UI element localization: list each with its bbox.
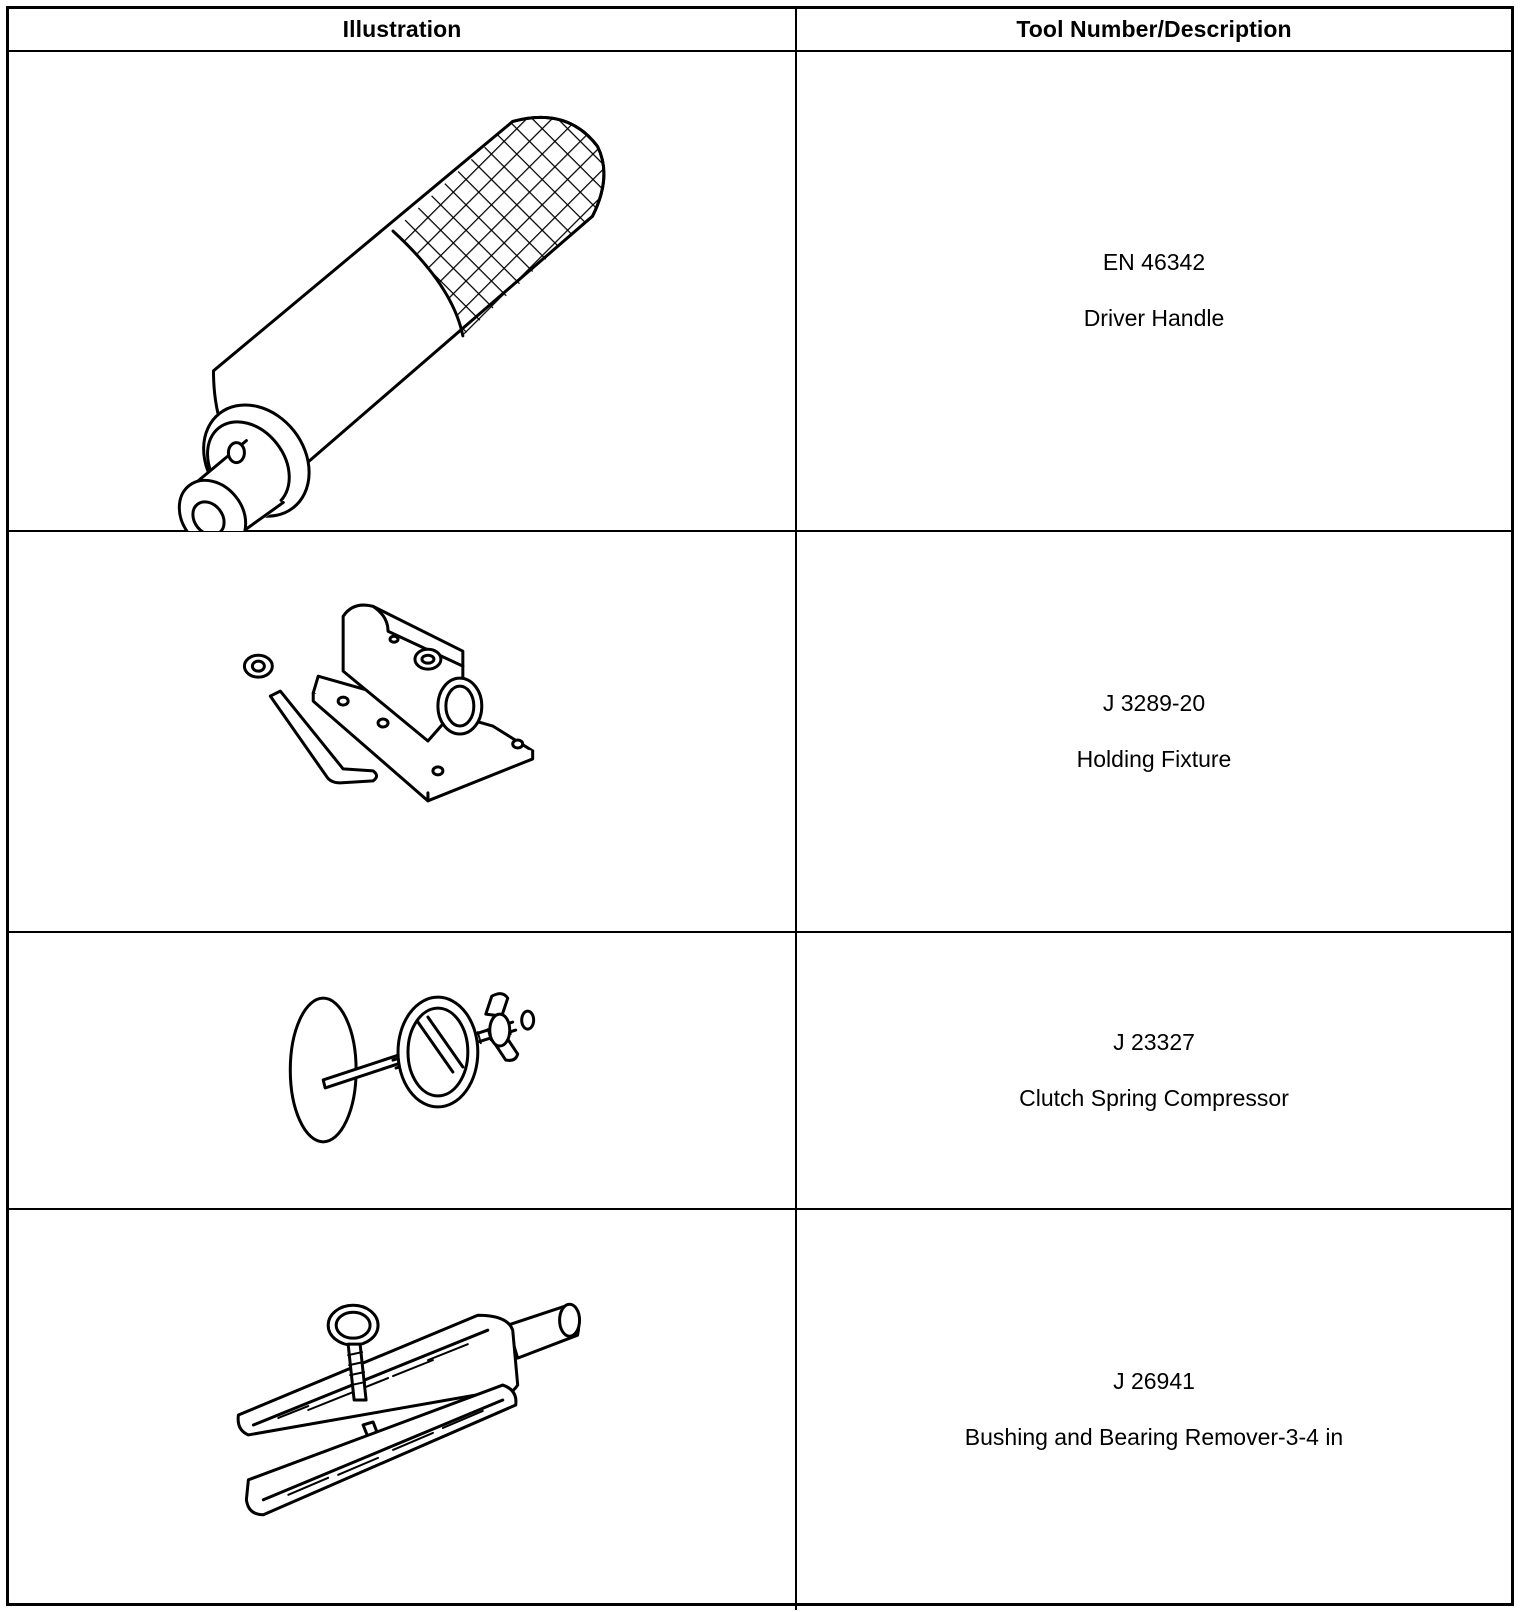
holding-fixture-drawing	[9, 531, 795, 932]
row-1-illustration-cell	[9, 52, 797, 532]
row-1-description-cell	[797, 52, 1511, 532]
header-illustration	[9, 9, 797, 52]
tool-description: Holding Fixture	[1076, 745, 1232, 772]
tool-number: J 3289-20	[1102, 689, 1206, 716]
header-tool-description	[797, 9, 1511, 52]
driver-handle-drawing	[9, 51, 795, 531]
tool-number: EN 46342	[1102, 249, 1206, 276]
tool-number: J 26941	[1113, 1368, 1195, 1395]
tool-description: Driver Handle	[1083, 305, 1225, 331]
row-4-illustration-cell	[9, 1210, 797, 1610]
row-3-description-cell	[797, 933, 1511, 1210]
tool-table	[6, 6, 1514, 1606]
clutch-spring-compressor-drawing	[9, 932, 795, 1209]
tool-description: Bushing and Bearing Remover-3-4 in	[964, 1424, 1344, 1450]
header-illustration-label: Illustration	[342, 16, 462, 42]
header-tool-label: Tool Number/Description	[1016, 16, 1292, 42]
row-3-illustration-cell	[9, 933, 797, 1210]
row-2-description-cell	[797, 532, 1511, 933]
tool-description: Clutch Spring Compressor	[1019, 1084, 1289, 1111]
bushing-bearing-remover-drawing	[9, 1210, 795, 1610]
tool-number: J 23327	[1113, 1028, 1195, 1055]
row-4-description-cell	[797, 1210, 1511, 1610]
row-2-illustration-cell	[9, 532, 797, 933]
